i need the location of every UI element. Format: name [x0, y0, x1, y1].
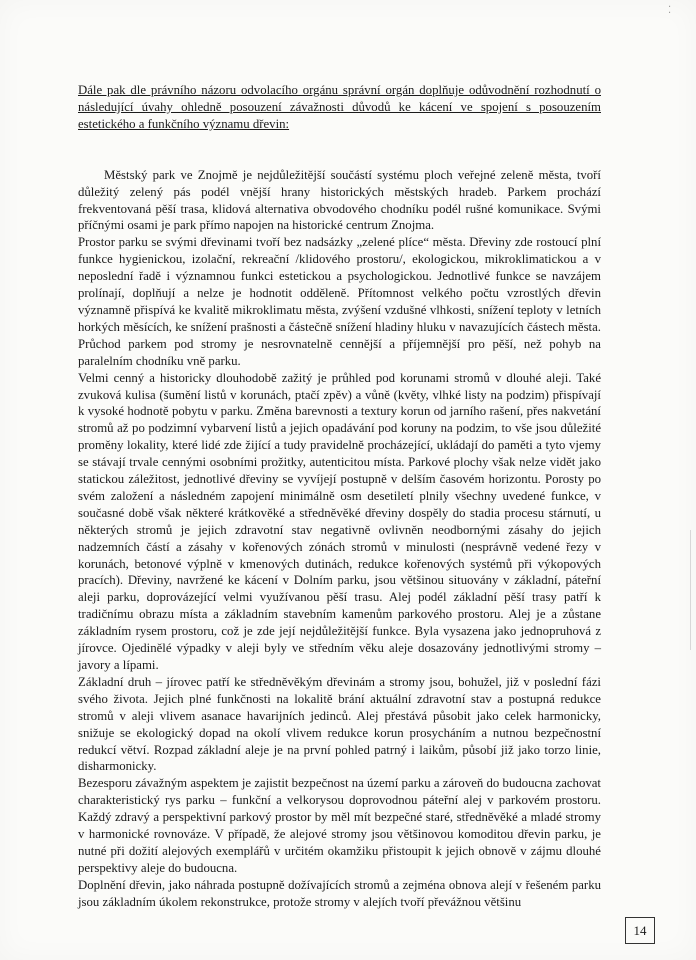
spacer [78, 133, 601, 167]
scan-edge-line [690, 530, 691, 650]
paragraph: Prostor parku se svými dřevinami tvoří bez nadsázky „zelené plíce“ města. Dřeviny zde rostoucí plní funkce hygienickou, izolační, rekreační /klidového prostoru/, ekologickou, mikroklimatickou a v neposlední řadě i významnou funkci estetickou a psychologickou. Jednotlivé funkce se navzájem prolínají, doplňují a nelze je hodnotit odděleně. Přítomnost velkého počtu vzrostlých dřevin významně přispívá ke kvalitě mikroklimatu města, zvýšení vzdušné vlhkosti, snížení teploty v letních horkých měsících, ke snížení prašnosti a částečně snížení hladiny hluku v navazujících částech města. Průchod parkem pod stromy je nesrovnatelně cennější a příjemnější pro pěší, než pohyb na paralelním chodníku vně parku. [78, 235, 601, 368]
document-body [78, 82, 601, 911]
corner-mark-icon: ⁚ [668, 5, 672, 16]
page-number: 14 [625, 917, 655, 944]
paragraph: Velmi cenný a historicky dlouhodobě zažitý je průhled pod korunami stromů v dlouhé aleji. Také zvuková kulisa (šumění listů v korunách, ptačí zpěv) a vůně (květy, vlhké listy na podzim) přispívají k vysoké hodnotě pobytu v parku. Změna barevnosti a textury korun od jarního rašení, přes nakvetání stromů až po podzimní vybarvení listů a jejich opadávání pod koruny na podzim, to vše jsou důležité proměny lokality, které lidé zde žijící a tudy pravidelně procházející, ukládají do paměti a tyto vjemy se stávají trvale cennými osobními prožitky, autenticitou místa. Parkové plochy však nelze vidět jako statickou záležitost, jednotlivé dřeviny se vyvíjejí postupně v delším časovém horizontu. Porosty po svém založení a následném zapojení minimálně osm desetiletí plnily všechny uvedené funkce, v současné době však některé krátkověké a středněvěké dřeviny dospěly do stadia procesu stárnutí, u některých stromů je jejich zdravotní stav negativně ovlivněn neodbornými zásahy do jejich nadzemních částí a zásahy v kořenových zónách stromů v minulosti (nesprávně vedené řezy v korunách, betonové výplně v kmenových dutinách, redukce kořenových systémů při výkopových pracích). Dřeviny, navržené ke kácení v Dolním parku, jsou většinou situovány v základní, páteřní aleji parku, doprovázející velmi využívanou pěší trasu. Alej podél základní pěší trasy patří k tradičnímu obrazu místa a základním stavebním kamenům parkového prostoru. Alej je a zůstane základním rysem prostoru, což je zde její nejdůležitější funkce. Byla vysazena jako jednopruhová z jírovce. Ojedinělé výpadky v aleji byly ve středním věku aleje dosazovány jednotlivými stromy – javory a lípami. [78, 370, 601, 672]
paragraph: Bezesporu závažným aspektem je zajistit bezpečnost na území parku a zároveň do budoucna zachovat charakteristický rys parku – funkční a velkorysou doprovodnou páteřní alej v parkovém prostoru. Každý zdravý a perspektivní parkový prostor by měl mít bezpečné staré, středněvěké a mladé stromy v harmonické rovnováze. V případě, že alejové stromy jsou většinovou komoditou dřevin parku, je nutné při dožití alejových exemplářů v určitém okamžiku přistoupit k jejich obnově v zájmu dlouhé perspektivy aleje do budoucna. [78, 776, 601, 875]
section-heading: Dále pak dle právního názoru odvolacího orgánu správní orgán doplňuje odůvodnění rozhodnutí o následující úvahy ohledně posouzení závažnosti důvodů ke kácení ve spojení s posouzením estetického a funkčního významu dřevin: [78, 83, 601, 131]
paragraph: Základní druh – jírovec patří ke středněvěkým dřevinám a stromy jsou, bohužel, již v poslední fázi svého života. Jejich plné funkčnosti na lokalitě brání aktuální zdravotní stav a postupná redukce stromů v aleji vlivem asanace havarijních jedinců. Alej přestává působit jako celek harmonicky, snižuje se ekologický dopad na okolí vlivem redukce korun prosycháním a nutnou bezpečnostní redukcí větví. Rozpad základní aleje je na první pohled patrný i laikům, působí již jako torzo linie, disharmonicky. [78, 674, 601, 774]
paragraph: Doplnění dřevin, jako náhrada postupně dožívajících stromů a zejména obnova alejí v řešeném parku jsou základním úkolem rekonstrukce, protože stromy v alejích tvoří převážnou většinu [78, 877, 601, 909]
paragraph: Městský park ve Znojmě je nejdůležitější součástí systému ploch veřejné zeleně města, tvoří důležitý zelený pás podél vnější hrany historických městských hradeb. Parkem prochází frekventovaná pěší trasa, klidová alternativa obvodového chodníku podél rušné komunikace. Svými příčnými osami je park přímo napojen na historické centrum Znojma. [78, 167, 601, 233]
